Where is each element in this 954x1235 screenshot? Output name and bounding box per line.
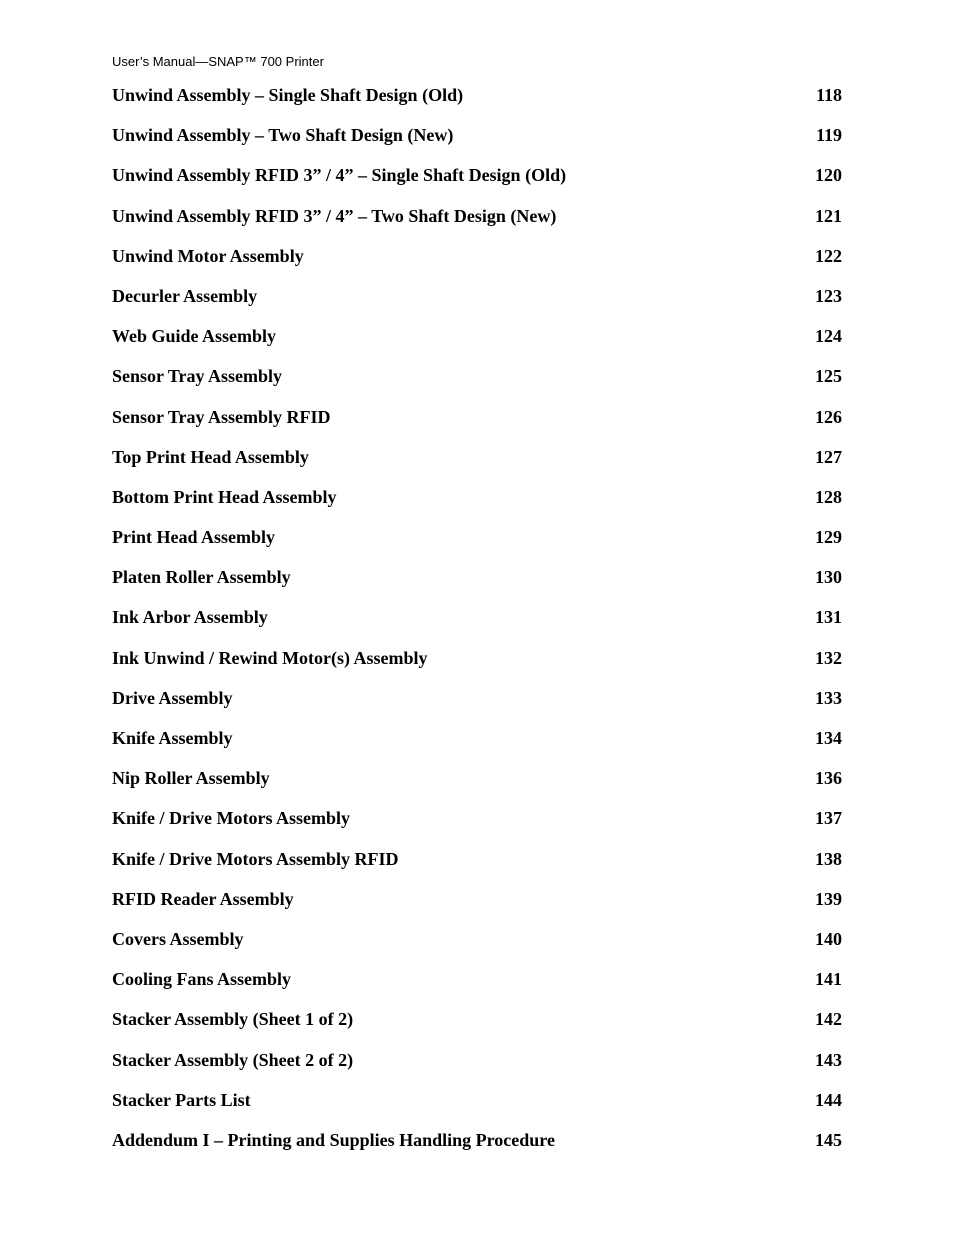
toc-entry-page-number: 122 xyxy=(815,245,842,266)
toc-entry-title: Unwind Assembly RFID 3” / 4” – Single Shaft Design (Old) xyxy=(112,165,567,186)
toc-entry[interactable] xyxy=(112,283,842,323)
toc-entry-page-number: 120 xyxy=(815,165,842,186)
toc-entry-title: Sensor Tray Assembly xyxy=(112,366,283,387)
toc-entry-page-number: 124 xyxy=(815,326,842,347)
toc-entry-title: Knife / Drive Motors Assembly xyxy=(112,808,350,829)
toc-entry[interactable] xyxy=(112,203,842,243)
toc-entry[interactable] xyxy=(112,685,842,725)
toc-entry[interactable] xyxy=(112,82,842,122)
toc-entry-page-number: 143 xyxy=(815,1049,842,1070)
toc-entry-page-number: 130 xyxy=(815,567,842,588)
toc-entry-title: Stacker Parts List xyxy=(112,1089,251,1110)
toc-entry-page-number: 136 xyxy=(815,768,842,789)
toc-entry-page-number: 142 xyxy=(815,1009,842,1030)
toc-entry-page-number: 119 xyxy=(815,125,842,146)
toc-entry[interactable] xyxy=(112,725,842,765)
toc-entry[interactable] xyxy=(112,765,842,805)
toc-entry-title: Knife / Drive Motors Assembly RFID xyxy=(112,848,399,869)
toc-entry-page-number: 121 xyxy=(815,205,842,226)
toc-entry[interactable] xyxy=(112,926,842,966)
toc-entry[interactable] xyxy=(112,162,842,202)
toc-entry[interactable] xyxy=(112,243,842,283)
toc-entry[interactable] xyxy=(112,444,842,484)
toc-entry-page-number: 132 xyxy=(815,647,842,668)
toc-entry-title: Nip Roller Assembly xyxy=(112,768,270,789)
table-of-contents xyxy=(112,82,842,1167)
toc-entry[interactable] xyxy=(112,524,842,564)
toc-entry-title: Web Guide Assembly xyxy=(112,326,277,347)
toc-entry[interactable] xyxy=(112,564,842,604)
toc-entry-title: Unwind Assembly – Two Shaft Design (New) xyxy=(112,125,454,146)
toc-entry-title: Stacker Assembly (Sheet 2 of 2) xyxy=(112,1049,354,1070)
toc-entry[interactable] xyxy=(112,1047,842,1087)
toc-entry-page-number: 131 xyxy=(815,607,842,628)
toc-entry-page-number: 139 xyxy=(815,888,842,909)
toc-entry-page-number: 126 xyxy=(815,406,842,427)
toc-entry-page-number: 127 xyxy=(815,446,842,467)
toc-entry-title: Covers Assembly xyxy=(112,928,244,949)
toc-entry[interactable] xyxy=(112,604,842,644)
toc-entry-title: Ink Arbor Assembly xyxy=(112,607,268,628)
toc-entry[interactable] xyxy=(112,645,842,685)
toc-entry[interactable] xyxy=(112,886,842,926)
toc-entry[interactable] xyxy=(112,484,842,524)
toc-entry[interactable] xyxy=(112,1006,842,1046)
toc-entry-title: Ink Unwind / Rewind Motor(s) Assembly xyxy=(112,647,428,668)
toc-entry-page-number: 128 xyxy=(815,486,842,507)
toc-entry-title: Platen Roller Assembly xyxy=(112,567,291,588)
toc-entry[interactable] xyxy=(112,1087,842,1127)
toc-entry-page-number: 134 xyxy=(815,728,842,748)
toc-entry-page-number: 118 xyxy=(815,85,842,105)
toc-entry-title: Drive Assembly xyxy=(112,687,233,708)
toc-entry-title: Stacker Assembly (Sheet 1 of 2) xyxy=(112,1009,354,1030)
toc-entry[interactable] xyxy=(112,404,842,444)
toc-entry-title: Bottom Print Head Assembly xyxy=(112,486,337,507)
running-header: User’s Manual—SNAP™ 700 Printer xyxy=(112,54,324,69)
toc-entry-page-number: 145 xyxy=(815,1129,842,1150)
toc-entry[interactable] xyxy=(112,846,842,886)
toc-entry-page-number: 140 xyxy=(815,928,842,949)
toc-entry[interactable] xyxy=(112,363,842,403)
toc-entry-title: Cooling Fans Assembly xyxy=(112,969,292,990)
toc-entry[interactable] xyxy=(112,966,842,1006)
toc-entry[interactable] xyxy=(112,323,842,363)
toc-entry-page-number: 141 xyxy=(815,969,842,990)
toc-entry-title: RFID Reader Assembly xyxy=(112,888,294,909)
toc-entry-title: Knife Assembly xyxy=(112,728,233,748)
toc-entry[interactable] xyxy=(112,122,842,162)
toc-entry[interactable] xyxy=(112,805,842,845)
toc-entry-title: Unwind Assembly RFID 3” / 4” – Two Shaft Design (New) xyxy=(112,205,557,226)
toc-entry-title: Addendum I – Printing and Supplies Handling Procedure xyxy=(112,1129,555,1150)
toc-entry-page-number: 125 xyxy=(815,366,842,387)
toc-entry-page-number: 144 xyxy=(815,1089,842,1110)
toc-entry-title: Unwind Motor Assembly xyxy=(112,245,304,266)
toc-entry-page-number: 129 xyxy=(815,527,842,548)
toc-entry-page-number: 137 xyxy=(815,808,842,829)
toc-entry-title: Sensor Tray Assembly RFID xyxy=(112,406,331,427)
toc-entry[interactable] xyxy=(112,1127,842,1167)
toc-entry-page-number: 133 xyxy=(815,687,842,708)
toc-entry-page-number: 123 xyxy=(815,285,842,306)
toc-entry-title: Decurler Assembly xyxy=(112,285,258,306)
toc-entry-title: Print Head Assembly xyxy=(112,527,276,548)
toc-entry-page-number: 138 xyxy=(815,848,842,869)
toc-entry-title: Unwind Assembly – Single Shaft Design (Old) xyxy=(112,85,464,105)
toc-entry-title: Top Print Head Assembly xyxy=(112,446,309,467)
